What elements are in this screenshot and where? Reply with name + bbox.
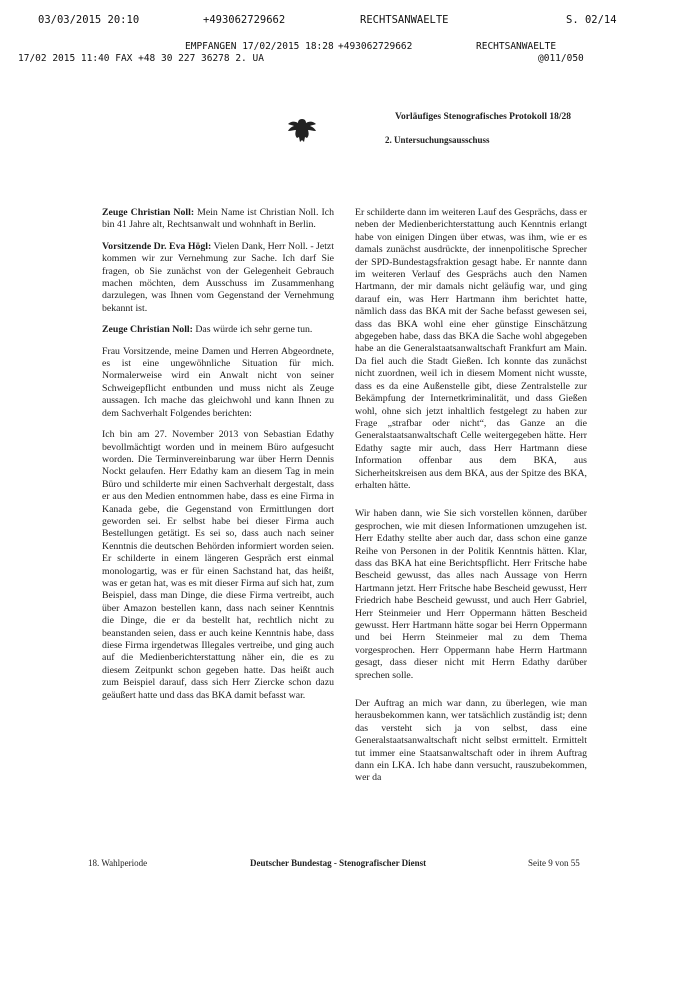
fax-date-time: 03/03/2015 20:10 — [38, 14, 140, 26]
paragraph-text: Wir haben dann, wie Sie sich vorstellen können, darüber gesprochen, wie mit diesen Informationen umzugehen ist. Herr Edathy stellte aber auch dar, dass schon eine ganze Reihe von Personen in der Politik Kenntnis hätten. Klar, dass das BKA hat eine Berichtspflicht. Herr Fritsche habe Bescheid gewusst, das alles nach Aussage von Herrn Hartmann jetzt. Herr Fritsche habe Bescheid gewusst, Herr Friedrich habe Bescheid gewusst, und auch Herr Gabriel, Herr Steinmeier und Herr Oppermann hätten Bescheid gewusst. Herr Hartmann hätte sogar bei Herrn Oppermann und bei Herrn Steinmeier mal zu dem Thema vorgesprochen. Herr Oppermann habe Herrn Hartmann gesagt, dass dieser nicht mit Herrn Edathy darüber sprechen solle. — [355, 508, 587, 681]
federal-eagle-icon — [287, 118, 317, 144]
footer-page-number: Seite 9 von 55 — [528, 858, 580, 868]
speaker-name: Vorsitzende Dr. Eva Högl: — [102, 240, 212, 252]
fax-page: S. 02/14 — [566, 14, 617, 26]
paragraph-text: Frau Vorsitzende, meine Damen und Herren Abgeordnete, es ist eine ungewöhnliche Situation für mich. Normalerweise wird ein Anwalt nicht von seiner Schweigepflicht entbunden und muss nicht als Zeuge aussagen. Ich mache das gleichwohl und kann Ihnen zu dem Sachverhalt Folgendes berichten: — [102, 345, 334, 419]
paragraph-text: Er schilderte dann im weiteren Lauf des Gesprächs, dass er neben der Medienberichterstattung auch Kenntnis erlangt habe von einigen Dingen über etwas, was ihm, wie er es damals zunächst ausdrückte, der innenpolitische Sprecher der SPD-Bundestagsfraktion gesagt habe. Er nannte dann im weiteren Verlauf des Gesprächs auch den Namen Hartmann, der mir damals nicht geläufig war, und ging darauf ein, was Herr Hartmann ihm berichtet hatte, nämlich dass das BKA mit der Sache befasst gewesen sei, dass das BKA wohl eine eher günstige Einschätzung abgegeben habe, dass das BKA die Sache wohl abgegeben habe an die Generalstaatsanwaltschaft Frankfurt am Main. Da fiel auch die Stadt Gießen. Ich konnte das zunächst nicht zuordnen, weil ich in diesem Moment nicht wusste, dass es da eine Außenstelle gibt, diese Zentralstelle zur Bekämpfung der Internetkriminalität, und dass Gießen wohl, ohne sich jetzt inhaltlich festgelegt zu haben zur Frage „strafbar oder nicht“, das Ganze an die Generalstaatsanwaltschaft Celle weitergegeben hätte. Herr Edathy sagte mir auch, dass Herr Hartmann diese Information offenbar aus dem BKA, aus Sicherheitskreisen aus dem BKA, aus der Spitze des BKA, erhalten hätte. — [355, 207, 587, 491]
paragraph-text: Der Auftrag an mich war dann, zu überlegen, wie man herausbekommen kann, wer tatsächlich zuständig ist; denn das versteht sich ja von selbst, dass eine Generalstaatsanwaltschaft nicht selbst ermittelt. Ermittelt tut immer eine Staatsanwaltschaft oder in ihrem Auftrag dann ein LKA. Ich habe dann versucht, rauszubekommen, wer da — [355, 698, 587, 784]
paragraph — [355, 698, 587, 785]
committee-name: 2. Untersuchungsausschuss — [385, 135, 490, 145]
paragraph — [102, 346, 334, 420]
paragraph — [355, 207, 587, 492]
fax-received: EMPFANGEN 17/02/2015 18:28 — [185, 41, 334, 52]
paragraph-text: Das würde ich sehr gerne tun. — [195, 324, 313, 336]
fax-header-line-2 — [0, 41, 700, 71]
fax-header-line-1 — [0, 14, 700, 28]
paragraph-text: Vielen Dank, Herr Noll. - Jetzt kommen wir zur Vernehmung zur Sache. Ich darf Sie fragen, ob Sie zunächst von der Gelegenheit Gebrauch machen möchten, dem Ausschuss im Zusammenhang darzulegen, was Ihnen vom Gegenstand der Vernehmung bekannt ist. — [102, 240, 334, 314]
right-column — [355, 207, 587, 794]
footer-service: Deutscher Bundestag - Stenografischer Dienst — [250, 858, 427, 868]
speaker-name: Zeuge Christian Noll: — [102, 207, 195, 218]
fax-sender-2: RECHTSANWAELTE — [476, 41, 557, 52]
page-footer — [0, 858, 700, 872]
fax-page-2: @011/050 — [538, 53, 584, 64]
document-header — [385, 112, 615, 145]
paragraph — [102, 241, 334, 315]
paragraph-text: Mein Name ist Christian Noll. Ich bin 41 Jahre alt, Rechtsanwalt und wohnhaft in Berlin. — [102, 207, 334, 231]
paragraph — [102, 324, 334, 336]
paragraph — [102, 429, 334, 702]
speaker-name: Zeuge Christian Noll: — [102, 324, 193, 336]
fax-number-2: +493062729662 — [338, 41, 413, 52]
paragraph-text: Ich bin am 27. November 2013 von Sebastian Edathy bevollmächtigt worden und in meinem Büro aufgesucht worden. Die Terminvereinbarung war über Herrn Dennis Nockt gelaufen. Herr Edathy kam an diesem Tag in mein Büro und schilderte mir einen Sachverhalt dergestalt, dass er aus den Medien entnommen habe, dass es eine Firma in Kanada gebe, die Gegenstand von Ermittlungen dort geworden sei. Er selbst habe bei dieser Firma auch Bestellungen getätigt. Es sei so, dass auch nach seiner Kenntnis die deutschen Behörden informiert worden seien. Er schilderte in einem längeren Gespräch erst einmal monologartig, was er für einen Sachstand hat, das heißt, was er getan hat, was es mit dieser Firma auf sich hat, zum Beispiel, dass man Dinge, die diese Firma vertreibt, auch über Amazon bestellen kann, dass nach seiner Kenntnis die Dinge, die er da bestellt hat, rechtlich nicht zu beanstanden seien, dass er auch keine Kenntnis habe, dass diese Firma irgendetwas Illegales vertreibe, und ging auch auf die Medienberichterstattung näher ein, die es zu diesem Zeitpunkt schon gegeben hatte. Das heißt auch zum Beispiel darauf, dass sich Herr Ziercke schon dazu geäußert hatte und dass das BKA damit befasst war. — [102, 429, 334, 701]
protocol-title: Vorläufiges Stenografisches Protokoll 18/28 — [395, 112, 572, 122]
fax-line-2: 17/02 2015 11:40 FAX +48 30 227 36278 2. UA — [18, 53, 264, 64]
fax-sender: RECHTSANWAELTE — [360, 14, 449, 26]
left-column — [102, 207, 334, 711]
paragraph — [355, 508, 587, 682]
fax-number: +493062729662 — [203, 14, 286, 26]
paragraph — [102, 207, 334, 232]
footer-period: 18. Wahlperiode — [88, 858, 148, 868]
